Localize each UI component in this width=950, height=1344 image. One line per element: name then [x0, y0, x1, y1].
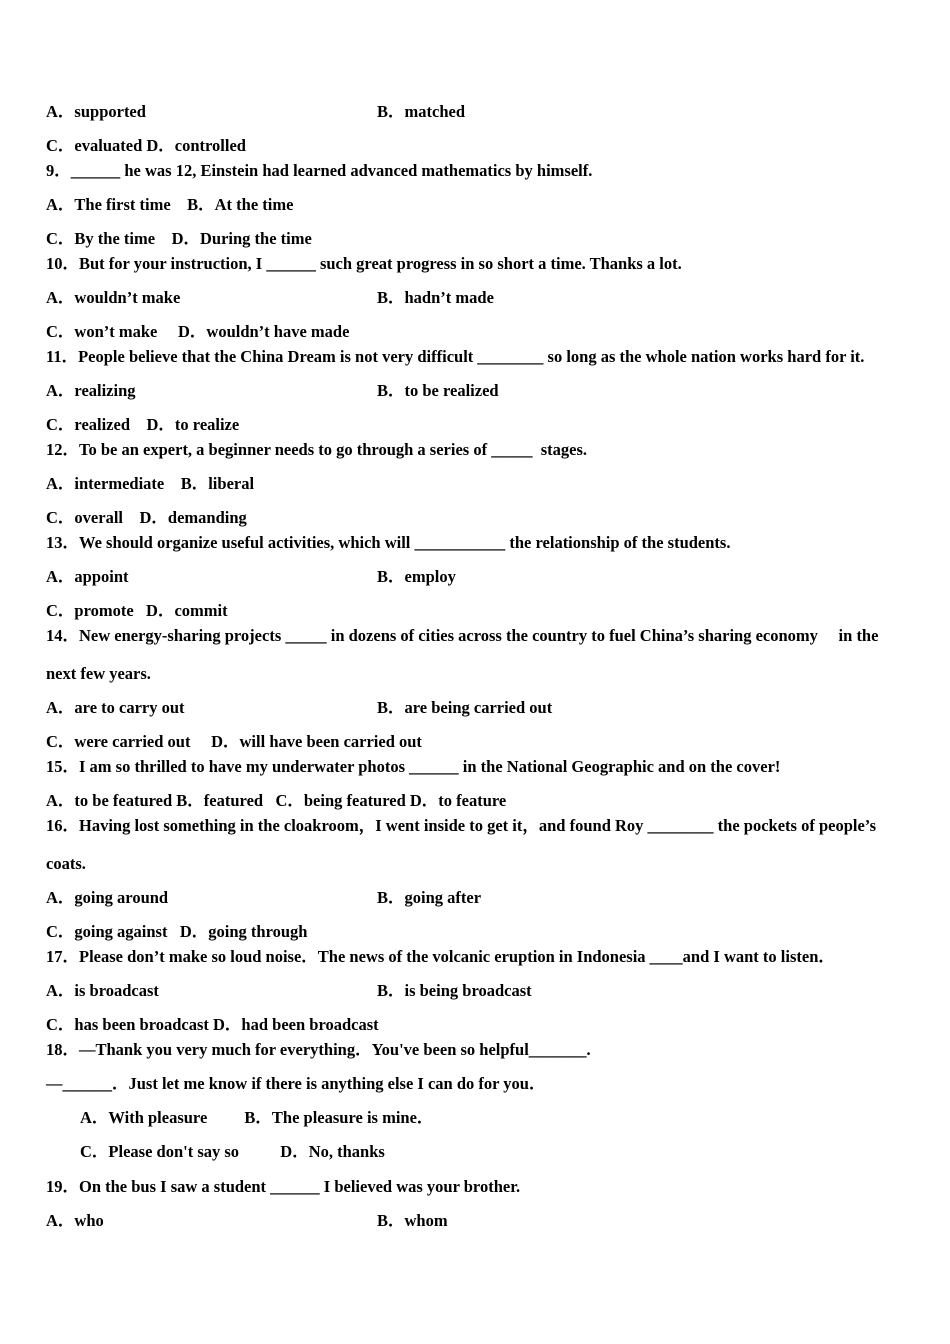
option-line: A．appoint: [46, 567, 129, 586]
option-line-b: B．hadn’t made: [377, 288, 494, 307]
option-line: C．won’t make D．wouldn’t have made: [46, 322, 350, 341]
option-line-b: B．employ: [377, 567, 456, 586]
option-line: A．realizing: [46, 381, 136, 400]
question-14: 14．New energy-sharing projects _____ in dozens of cities across the country to fuel China’s sharing economy in the: [46, 626, 879, 645]
question-14-cont: next few years.: [46, 664, 151, 683]
option-line-b: B．are being carried out: [377, 698, 553, 717]
question-9: 9．______ he was 12, Einstein had learned advanced mathematics by himself.: [46, 161, 593, 180]
question-18: 18．—Thank you very much for everything．You've been so helpful_______.: [46, 1040, 591, 1059]
option-line: A．are to carry out: [46, 698, 185, 717]
question-16-cont: coats.: [46, 854, 86, 873]
option-line: A．is broadcast: [46, 981, 159, 1000]
option-line: A．With pleasure B．The pleasure is mine．: [80, 1108, 434, 1127]
option-line-b: B．matched: [377, 102, 465, 121]
option-line: C．realized D．to realize: [46, 415, 240, 434]
question-16: 16．Having lost something in the cloakroom，I went inside to get it，and found Roy ________ the pockets of people’s: [46, 816, 877, 835]
option-line: C．promote D．commit: [46, 601, 228, 620]
question-11: 11．People believe that the China Dream is not very difficult ________ so long as the whole nation works hard for it.: [46, 347, 865, 366]
option-line: A．The first time B．At the time: [46, 195, 294, 214]
option-line: C．evaluated D．controlled: [46, 136, 246, 155]
option-line: A．intermediate B．liberal: [46, 474, 255, 493]
option-line-b: B．to be realized: [377, 381, 499, 400]
question-17: 17．Please don’t make so loud noise．The news of the volcanic eruption in Indonesia ____and I want to listen．: [46, 947, 835, 966]
option-line: A．to be featured B．featured C．being featured D．to feature: [46, 791, 507, 810]
option-line: C．were carried out D．will have been carried out: [46, 732, 422, 751]
option-line-b: B．is being broadcast: [377, 981, 532, 1000]
option-line: C．overall D．demanding: [46, 508, 247, 527]
option-line: C．Please don't say so D．No, thanks: [80, 1142, 385, 1161]
question-13: 13．We should organize useful activities, which will ___________ the relationship of the students.: [46, 533, 731, 552]
option-line: A．who: [46, 1211, 104, 1230]
option-line-b: B．going after: [377, 888, 482, 907]
option-line: A．going around: [46, 888, 169, 907]
question-18-reply: —______．Just let me know if there is anything else I can do for you．: [46, 1074, 546, 1093]
option-line: C．going against D．going through: [46, 922, 308, 941]
option-line: A．wouldn’t make: [46, 288, 181, 307]
option-line: C．has been broadcast D．had been broadcast: [46, 1015, 379, 1034]
question-19: 19．On the bus I saw a student ______ I believed was your brother.: [46, 1177, 521, 1196]
question-15: 15．I am so thrilled to have my underwater photos ______ in the National Geographic and on the cover!: [46, 757, 781, 776]
question-12: 12．To be an expert, a beginner needs to go through a series of _____ stages.: [46, 440, 587, 459]
option-line-b: B．whom: [377, 1211, 448, 1230]
question-10: 10．But for your instruction, I ______ such great progress in so short a time. Thanks a lot.: [46, 254, 682, 273]
option-line: C．By the time D．During the time: [46, 229, 312, 248]
option-line: A．supported: [46, 102, 146, 121]
